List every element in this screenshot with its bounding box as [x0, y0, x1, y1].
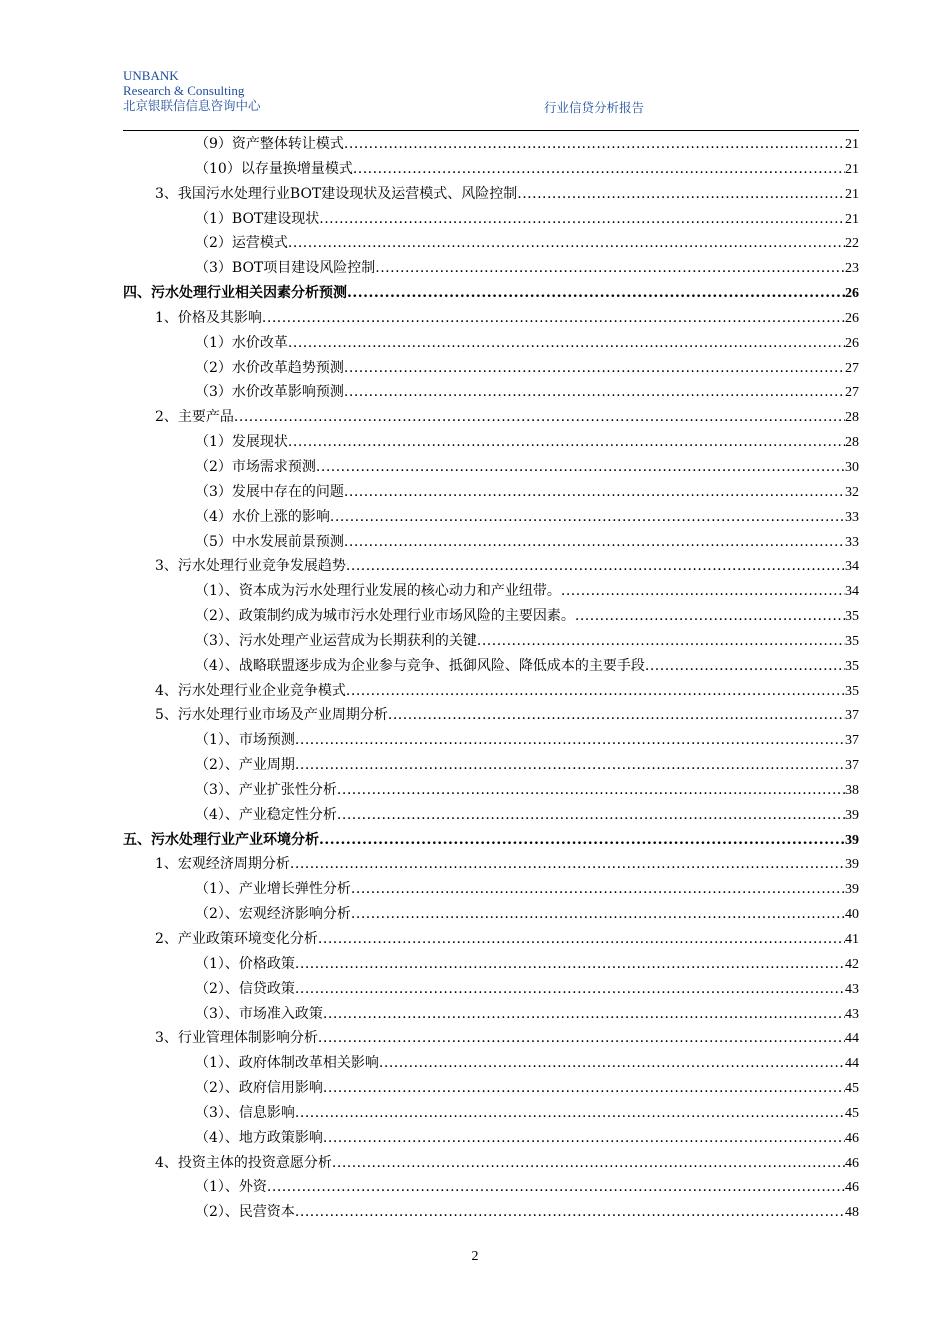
toc-entry[interactable] [123, 877, 859, 902]
toc-entry[interactable] [123, 728, 859, 753]
toc-leader-dots [288, 231, 845, 256]
toc-leader-dots [323, 1126, 845, 1151]
toc-entry-page: 42 [845, 956, 859, 972]
toc-entry[interactable] [123, 1026, 859, 1051]
toc-entry[interactable] [123, 380, 859, 405]
toc-leader-dots [575, 604, 845, 629]
toc-entry-page: 46 [845, 1130, 859, 1146]
toc-leader-dots [234, 405, 845, 430]
toc-entry-title: （3）、污水处理产业运营成为长期获利的关键 [195, 632, 477, 649]
toc-entry-title: （1）、产业增长弹性分析 [195, 881, 351, 898]
toc-entry[interactable] [123, 1101, 859, 1126]
toc-entry[interactable] [123, 480, 859, 505]
toc-entry[interactable] [123, 281, 859, 306]
toc-entry-title: （3）发展中存在的问题 [195, 483, 344, 500]
toc-entry-title: （3）、产业扩张性分析 [195, 781, 337, 798]
toc-entry-title: （2）水价改革趋势预测 [195, 359, 344, 376]
toc-leader-dots [645, 654, 845, 679]
toc-leader-dots [337, 803, 845, 828]
toc-entry[interactable] [123, 207, 859, 232]
toc-entry-page: 43 [845, 981, 859, 997]
toc-leader-dots [346, 554, 845, 579]
toc-entry[interactable] [123, 1151, 859, 1176]
toc-entry-title: （2）运营模式 [195, 235, 288, 252]
toc-entry-page: 32 [845, 484, 859, 500]
toc-entry-title: （2）、宏观经济影响分析 [195, 906, 351, 923]
toc-entry-page: 38 [845, 782, 859, 798]
toc-entry-page: 27 [845, 360, 859, 376]
toc-entry[interactable] [123, 132, 859, 157]
toc-entry-page: 45 [845, 1081, 859, 1097]
toc-entry[interactable] [123, 1126, 859, 1151]
toc-entry-title: （4）、战略联盟逐步成为企业参与竞争、抵御风险、降低成本的主要手段 [195, 657, 645, 674]
toc-entry-page: 22 [845, 236, 859, 252]
toc-leader-dots [318, 1026, 845, 1051]
toc-leader-dots [344, 356, 845, 381]
toc-entry[interactable] [123, 753, 859, 778]
toc-entry[interactable] [123, 331, 859, 356]
toc-leader-dots [477, 629, 845, 654]
toc-entry-page: 39 [845, 832, 859, 848]
toc-entry-page: 44 [845, 1031, 859, 1047]
toc-entry-page: 21 [845, 161, 859, 177]
toc-entry-page: 35 [845, 658, 859, 674]
toc-entry[interactable] [123, 778, 859, 803]
toc-entry[interactable] [123, 927, 859, 952]
toc-entry[interactable] [123, 405, 859, 430]
toc-entry-title: （2）、政府信用影响 [195, 1080, 323, 1097]
toc-leader-dots [332, 1151, 845, 1176]
toc-entry-title: 3、我国污水处理行业BOT建设现状及运营模式、风险控制 [155, 185, 518, 202]
toc-leader-dots [290, 852, 845, 877]
toc-entry-title: （2）、政策制约成为城市污水处理行业市场风险的主要因素。 [195, 608, 575, 625]
toc-leader-dots [344, 530, 845, 555]
toc-leader-dots [267, 1175, 845, 1200]
toc-entry-title: （1）、价格政策 [195, 955, 295, 972]
toc-entry[interactable] [123, 703, 859, 728]
toc-leader-dots [319, 828, 845, 853]
toc-leader-dots [295, 728, 845, 753]
toc-entry-title: （4）、产业稳定性分析 [195, 806, 337, 823]
toc-leader-dots [388, 703, 845, 728]
toc-entry-title: （3）、市场准入政策 [195, 1005, 323, 1022]
toc-leader-dots [295, 977, 845, 1002]
toc-entry-page: 34 [845, 584, 859, 600]
toc-entry-title: 1、价格及其影响 [155, 309, 262, 326]
toc-entry-title: 5、污水处理行业市场及产业周期分析 [155, 707, 388, 724]
toc-entry-page: 26 [845, 310, 859, 326]
toc-leader-dots [318, 927, 845, 952]
toc-leader-dots [295, 952, 845, 977]
toc-leader-dots [351, 877, 845, 902]
toc-entry[interactable] [123, 579, 859, 604]
toc-leader-dots [346, 679, 845, 704]
toc-leader-dots [295, 1200, 845, 1225]
toc-entry[interactable] [123, 1002, 859, 1027]
toc-entry[interactable] [123, 977, 859, 1002]
toc-entry-title: （1）BOT建设现状 [195, 210, 320, 227]
toc-entry-page: 35 [845, 609, 859, 625]
toc-leader-dots [344, 132, 845, 157]
brand-chinese-name: 北京银联信信息咨询中心 [123, 98, 261, 113]
toc-entry-page: 28 [845, 410, 859, 426]
toc-leader-dots [561, 579, 845, 604]
toc-entry-page: 27 [845, 385, 859, 401]
toc-entry-page: 21 [845, 186, 859, 202]
toc-entry-title: 4、投资主体的投资意愿分析 [155, 1154, 332, 1171]
toc-entry-page: 45 [845, 1105, 859, 1121]
toc-leader-dots [379, 1051, 845, 1076]
toc-entry[interactable] [123, 157, 859, 182]
toc-entry-title: （3）、信息影响 [195, 1104, 295, 1121]
toc-leader-dots [288, 430, 845, 455]
toc-entry-page: 44 [845, 1056, 859, 1072]
toc-entry-page: 48 [845, 1205, 859, 1221]
header-divider [123, 130, 859, 131]
toc-leader-dots [323, 1002, 845, 1027]
toc-leader-dots [353, 157, 845, 182]
toc-entry-title: 2、主要产品 [155, 409, 234, 426]
page-header [123, 68, 859, 132]
toc-entry[interactable] [123, 852, 859, 877]
toc-leader-dots [517, 182, 845, 207]
toc-entry[interactable] [123, 1051, 859, 1076]
toc-entry[interactable] [123, 629, 859, 654]
toc-entry-page: 39 [845, 882, 859, 898]
toc-entry-page: 46 [845, 1180, 859, 1196]
toc-entry[interactable] [123, 455, 859, 480]
toc-leader-dots [295, 1101, 845, 1126]
toc-entry[interactable] [123, 430, 859, 455]
brand-name: UNBANK [123, 68, 179, 83]
toc-entry-title: （10）以存量换增量模式 [195, 160, 353, 177]
toc-entry-page: 40 [845, 907, 859, 923]
toc-entry-title: 五、污水处理行业产业环境分析 [123, 831, 319, 848]
toc-entry-page: 37 [845, 708, 859, 724]
toc-entry-title: 四、污水处理行业相关因素分析预测 [123, 285, 347, 302]
toc-entry-page: 46 [845, 1155, 859, 1171]
toc-entry[interactable] [123, 828, 859, 853]
toc-entry-title: （9）资产整体转让模式 [195, 136, 344, 152]
brand-subtitle: Research & Consulting [123, 83, 245, 98]
toc-leader-dots [323, 1076, 845, 1101]
toc-entry[interactable] [123, 803, 859, 828]
toc-entry-page: 21 [845, 137, 859, 152]
toc-entry[interactable] [123, 902, 859, 927]
toc-entry-title: （2）、信贷政策 [195, 980, 295, 997]
toc-entry[interactable] [123, 182, 859, 207]
toc-entry-title: 3、行业管理体制影响分析 [155, 1030, 318, 1047]
toc-entry[interactable] [123, 679, 859, 704]
toc-entry-title: （1）、市场预测 [195, 732, 295, 749]
toc-entry-page: 35 [845, 633, 859, 649]
toc-entry-page: 35 [845, 683, 859, 699]
toc-leader-dots [295, 753, 845, 778]
report-title: 行业信贷分析报告 [544, 100, 645, 115]
toc-leader-dots [351, 902, 845, 927]
toc-entry-title: 3、污水处理行业竞争发展趋势 [155, 558, 346, 575]
toc-entry-page: 39 [845, 857, 859, 873]
toc-entry-title: （1）、政府体制改革相关影响 [195, 1055, 379, 1072]
page-number: 2 [471, 1249, 479, 1264]
toc-entry-title: 4、污水处理行业企业竞争模式 [155, 682, 346, 699]
toc-entry[interactable] [123, 1076, 859, 1101]
toc-entry[interactable] [123, 1175, 859, 1200]
toc-leader-dots [330, 505, 845, 530]
toc-entry-page: 26 [845, 286, 859, 302]
toc-entry-title: （4）、地方政策影响 [195, 1129, 323, 1146]
toc-leader-dots [288, 331, 845, 356]
toc-entry-page: 37 [845, 733, 859, 749]
toc-entry-page: 41 [845, 932, 859, 947]
toc-entry[interactable] [123, 505, 859, 530]
toc-entry-title: （3）BOT项目建设风险控制 [195, 260, 376, 277]
toc-entry[interactable] [123, 1200, 859, 1225]
toc-entry-page: 34 [845, 559, 859, 575]
toc-entry[interactable] [123, 306, 859, 331]
toc-entry-title: （2）、产业周期 [195, 757, 295, 774]
toc-entry-page: 28 [845, 435, 859, 451]
toc-entry-title: （2）市场需求预测 [195, 458, 316, 475]
toc-entry-title: （5）中水发展前景预测 [195, 533, 344, 550]
toc-entry-title: 1、宏观经济周期分析 [155, 856, 290, 873]
toc-entry-title: （4）水价上涨的影响 [195, 508, 330, 525]
toc-entry-page: 43 [845, 1006, 859, 1022]
toc-entry-title: （1）发展现状 [195, 434, 288, 451]
toc-leader-dots [347, 281, 845, 306]
brand-block [123, 68, 859, 113]
toc-leader-dots [316, 455, 845, 480]
toc-entry[interactable] [123, 356, 859, 381]
toc-entry[interactable] [123, 604, 859, 629]
toc-entry-page: 33 [845, 534, 859, 550]
toc-leader-dots [337, 778, 845, 803]
toc-entry-page: 33 [845, 509, 859, 525]
toc-entry[interactable] [123, 952, 859, 977]
toc-entry[interactable] [123, 530, 859, 555]
toc-leader-dots [344, 380, 845, 405]
toc-leader-dots [344, 480, 845, 505]
toc-leader-dots [375, 256, 845, 281]
toc-entry-page: 37 [845, 758, 859, 774]
toc-entry[interactable] [123, 554, 859, 579]
toc-entry-title: （3）水价改革影响预测 [195, 384, 344, 401]
toc-entry-page: 26 [845, 335, 859, 351]
toc-leader-dots [262, 306, 845, 331]
toc-entry-page: 30 [845, 459, 859, 475]
table-of-contents [123, 132, 859, 1225]
toc-leader-dots [319, 207, 845, 232]
toc-entry-title: （2）、民营资本 [195, 1204, 295, 1221]
toc-entry-page: 39 [845, 807, 859, 823]
toc-entry-title: 2、产业政策环境变化分析 [155, 931, 318, 947]
toc-entry-title: （1）水价改革 [195, 334, 288, 351]
toc-entry[interactable] [123, 654, 859, 679]
toc-entry-title: （1）、资本成为污水处理行业发展的核心动力和产业纽带。 [195, 583, 561, 600]
toc-entry-page: 23 [845, 261, 859, 277]
toc-entry-title: （1）、外资 [195, 1179, 267, 1196]
toc-entry[interactable] [123, 256, 859, 281]
toc-entry[interactable] [123, 231, 859, 256]
toc-entry-page: 21 [845, 211, 859, 227]
